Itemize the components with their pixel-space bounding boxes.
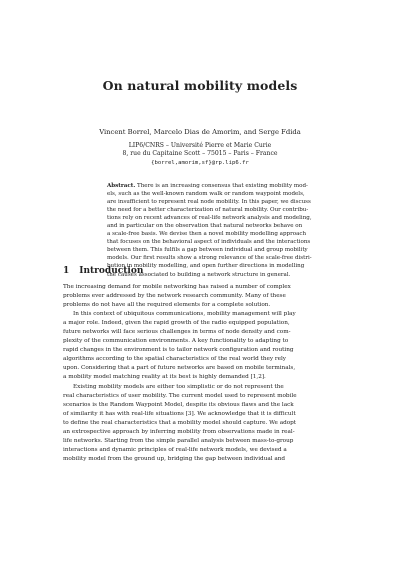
body-line: In this context of ubiquitous communications, mobility management will play [73, 311, 296, 318]
abstract-line: models. Our first results show a strong relevance of the scale-free distri- [107, 255, 312, 262]
abstract-line: the need for a better characterization of natural mobility. Our contribu- [107, 207, 309, 214]
body-line: life networks. Starting from the simple parallel analysis between mass-to-group [63, 437, 294, 444]
body-line: mobility model from the ground up, bridging the gap between individual and [63, 455, 286, 462]
body-line: real characteristics of user mobility. The current model used to represent mobile [63, 392, 297, 399]
section-number: 1 [63, 266, 70, 276]
body-line: The increasing demand for mobile networking has raised a number of complex [63, 284, 291, 290]
body-line: problems ever addressed by the network research community. Many of these [63, 293, 286, 300]
section-title: Introduction [79, 266, 144, 276]
body-line: rapid changes in the environment is to tailor network configuration and routing [63, 347, 294, 354]
abstract-line: that focuses on the behavioral aspect of individuals and the interactions [107, 239, 311, 246]
affiliation-email: {borrel,amorim,sf}@rp.lip6.fr [151, 159, 249, 166]
body-line: scenarios is the Random Waypoint Model, despite its obvious flaws and the lack [63, 401, 294, 408]
affiliation-institution: LIP6/CNRS – Université Pierre et Marie Curie [128, 142, 272, 149]
abstract-first-line [107, 182, 342, 190]
abstract-line: a scale-free basis. We devise then a novel mobility modelling approach [107, 231, 307, 238]
abstract-line: and in particular on the observation that natural networks behave on [107, 223, 303, 230]
body-line: an extrospective approach by inferring mobility from observations made in real- [63, 428, 295, 435]
abstract-line: els, such as the well-known random walk or random waypoint models, [107, 191, 305, 198]
abstract-line: between them. This fulfils a gap between individual and group mobility [107, 247, 308, 254]
abstract-label: Abstract. [107, 183, 136, 189]
body-line: of similarity it has with real-life situations [3]. We acknowledge that it is difficult [63, 410, 296, 417]
body-line: future networks will face serious challenges in terms of node density and com- [63, 329, 291, 336]
body-line: upon. Considering that a part of future networks are based on mobile terminals, [63, 365, 296, 372]
body-line: a mobility model matching reality at its best is highly demanded [1,2]. [63, 374, 266, 381]
body-line: plexity of the communication environments. A key functionality to adapting to [63, 338, 289, 345]
abstract-line: There is an increasing consensus that existing mobility mod- [137, 183, 308, 189]
paper-title: On natural mobility models [102, 78, 298, 93]
body-line: Existing mobility models are either too simplistic or do not represent the [73, 383, 284, 390]
abstract [107, 182, 342, 279]
affiliation-block [0, 142, 400, 167]
abstract-line: bution in mobility modelling, and open further directions in modelling [107, 263, 305, 270]
body-line: problems do not have all the required elements for a complete solution. [63, 302, 271, 309]
body-line: interactions and dynamic principles of real-life network models, we devised a [63, 446, 287, 453]
paper-authors: Vincent Borrel, Marcelo Dias de Amorim, and Serge Fdida [99, 128, 301, 136]
abstract-line: the causes associated to building a network structure in general. [107, 271, 291, 278]
affiliation-address: 8, rue du Capitaine Scott – 75015 – Paris – France [122, 150, 278, 158]
body-line: to define the real characteristics that a mobility model should capture. We adopt [63, 419, 297, 426]
abstract-line: tions rely on recent advances of real-life network analysis and modeling, [107, 215, 312, 222]
section-heading [63, 266, 143, 276]
body-line: algorithms according to the spatial characteristics of the real world they rely [63, 356, 287, 363]
abstract-line: are insufficient to represent real node mobility. In this paper, we discuss [107, 199, 311, 206]
introduction-body [63, 283, 339, 464]
body-line: a major role. Indeed, given the rapid growth of the radio equipped population, [63, 320, 290, 327]
